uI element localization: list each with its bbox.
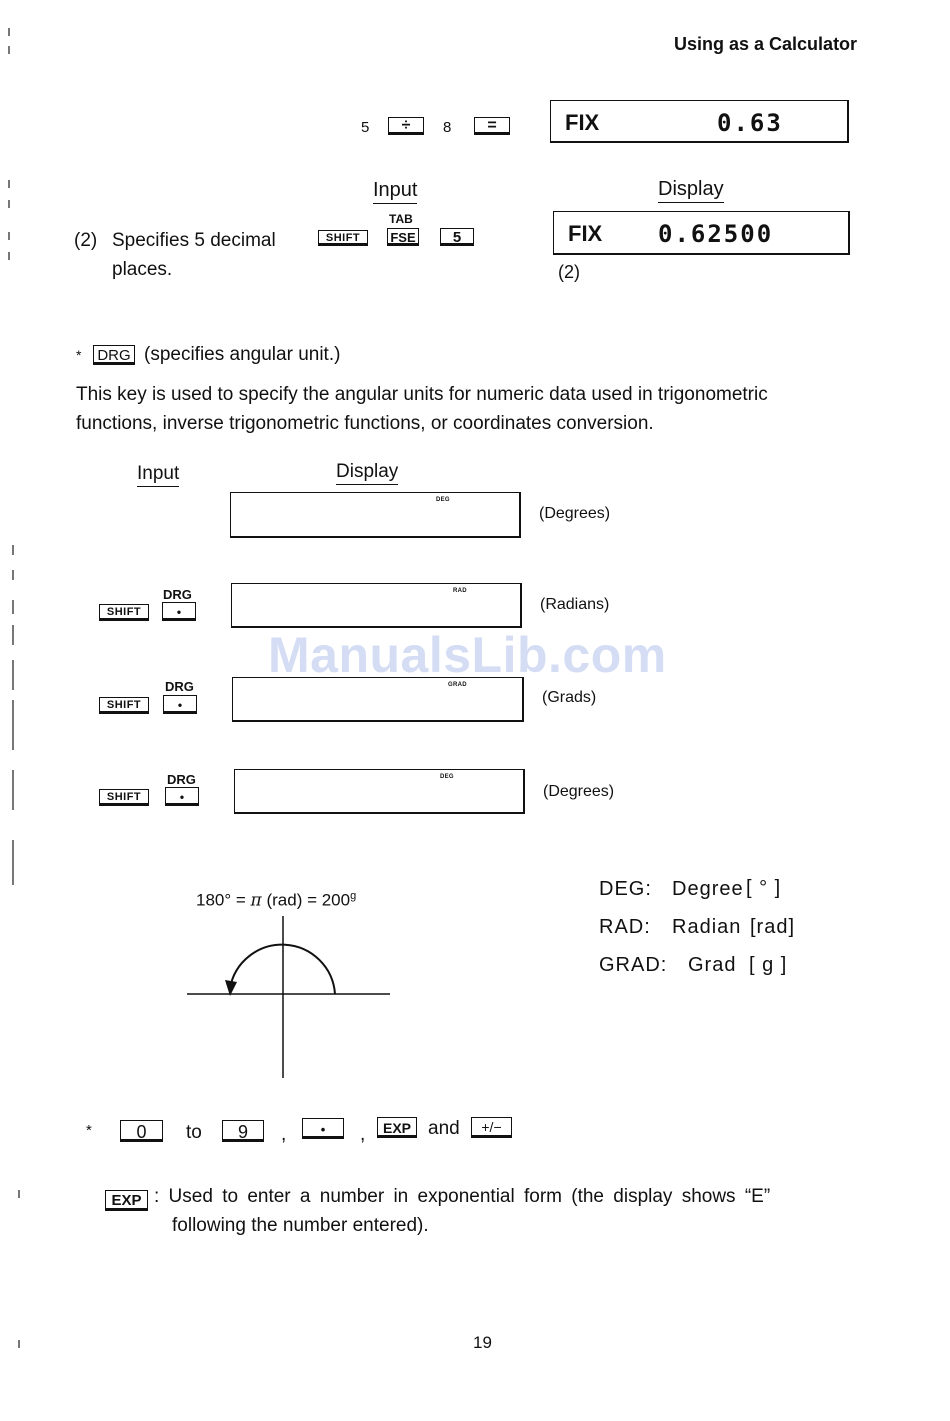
display-indicator: DEG	[440, 774, 454, 780]
dot-key[interactable]: •	[165, 787, 199, 806]
diagram-caption	[196, 890, 356, 911]
display-indicator: DEG	[436, 497, 450, 503]
caption-sup: g	[350, 890, 357, 902]
pi-symbol: π	[250, 890, 262, 911]
angle-diagram	[180, 912, 395, 1082]
unit-abbr: RAD:	[599, 916, 651, 938]
display-value: 0.63	[717, 109, 783, 137]
drg-row3-above-label: DRG	[167, 772, 196, 787]
drg-display-row1	[231, 583, 522, 628]
fse-key[interactable]: FSE	[387, 228, 419, 246]
display-heading: Display	[658, 178, 724, 203]
example1-num1: 5	[361, 119, 370, 136]
drg-row2-above-label: DRG	[165, 679, 194, 694]
display-mode: FIX	[565, 110, 600, 135]
exp-note-line1: : Used to enter a number in exponential form (the display shows “E”	[154, 1186, 771, 1207]
unit-abbr: GRAD:	[599, 954, 668, 976]
exp-note-line2: following the number entered).	[172, 1215, 429, 1236]
shift-key[interactable]: SHIFT	[99, 697, 149, 714]
tab-label: TAB	[389, 212, 413, 226]
watermark: ManualsLib.com	[268, 627, 667, 683]
comma-2: ,	[360, 1124, 366, 1145]
unit-symbol: [ ° ]	[746, 877, 782, 899]
page-number: 19	[473, 1333, 492, 1352]
unit-abbr: DEG:	[599, 878, 652, 900]
display-indicator: GRAD	[448, 682, 467, 688]
caption-right: (rad) = 200	[261, 890, 351, 910]
divide-key[interactable]: ÷	[388, 117, 424, 135]
unit-name: Grad	[688, 954, 737, 976]
drg-display-row3	[234, 769, 525, 814]
drg-display-heading: Display	[336, 461, 398, 485]
display-mode: FIX	[568, 221, 603, 246]
drg-row3-label: (Degrees)	[543, 783, 615, 800]
unit-name: Radian	[672, 916, 742, 938]
drg-bullet: *	[76, 347, 82, 363]
display-caption: (2)	[558, 262, 580, 282]
keys-bullet: *	[86, 1122, 92, 1139]
unit-symbol: [rad]	[750, 916, 796, 938]
example2-number: (2)	[74, 230, 98, 251]
five-key[interactable]: 5	[440, 228, 474, 246]
drg-row1-above-label: DRG	[163, 587, 192, 602]
drg-key[interactable]: DRG	[93, 345, 135, 365]
example1-display	[550, 100, 849, 143]
drg-row1-label: (Radians)	[540, 596, 610, 613]
dot-key[interactable]: •	[163, 695, 197, 714]
and-text: and	[428, 1118, 460, 1139]
drg-paragraph-line1: This key is used to specify the angular units for numeric data used in trigonometric	[76, 384, 768, 405]
unit-name: Degree	[672, 878, 744, 900]
shift-key[interactable]: SHIFT	[99, 789, 149, 806]
exp-note-key[interactable]: EXP	[105, 1190, 148, 1211]
nine-key[interactable]: 9	[222, 1120, 264, 1142]
example1-num2: 8	[443, 119, 452, 136]
drg-row2-label: (Grads)	[542, 689, 597, 706]
comma-1: ,	[281, 1124, 287, 1145]
unit-symbol: [ g ]	[749, 954, 788, 976]
equals-key[interactable]: =	[474, 117, 510, 135]
plus-minus-key[interactable]: +/−	[471, 1117, 512, 1138]
drg-input-heading: Input	[137, 463, 179, 487]
display-indicator: RAD	[453, 588, 467, 594]
shift-key[interactable]: SHIFT	[99, 604, 149, 621]
page-header-title: Using as a Calculator	[674, 34, 858, 54]
example2-line1: Specifies 5 decimal	[112, 230, 276, 251]
drg-display-row0	[230, 492, 521, 538]
dot-key[interactable]: •	[162, 602, 196, 621]
to-text: to	[186, 1122, 202, 1143]
shift-key[interactable]: SHIFT	[318, 230, 368, 246]
drg-row0-label: (Degrees)	[539, 505, 611, 522]
drg-title: (specifies angular unit.)	[144, 344, 341, 365]
zero-key[interactable]: 0	[120, 1120, 163, 1142]
example2-display	[553, 211, 850, 255]
display-value: 0.62500	[658, 220, 774, 248]
exp-key[interactable]: EXP	[377, 1117, 417, 1138]
drg-paragraph-line2: functions, inverse trigonometric functions, or coordinates conversion.	[76, 413, 654, 434]
example2-line2: places.	[112, 259, 173, 280]
caption-left: 180° =	[196, 890, 251, 910]
input-heading: Input	[373, 179, 417, 204]
dot-key[interactable]: •	[302, 1118, 344, 1139]
